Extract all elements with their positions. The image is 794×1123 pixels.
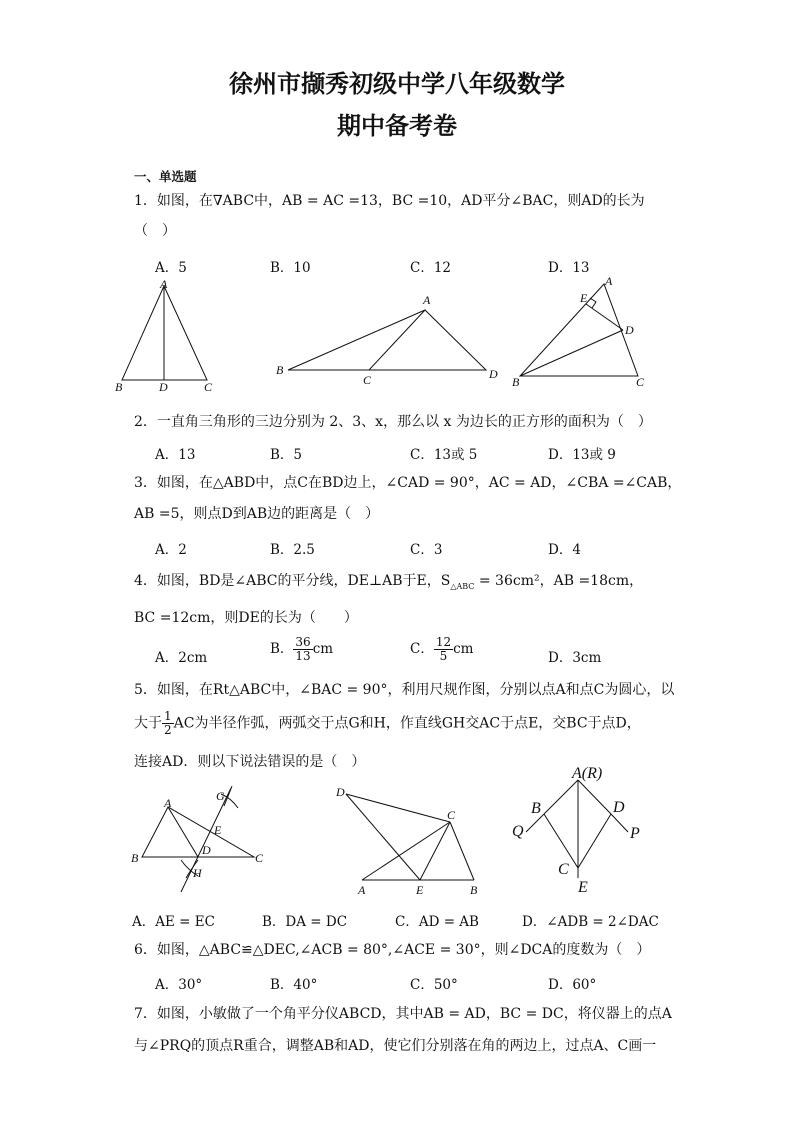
segment-cb bbox=[450, 822, 474, 880]
q2-option-b: B．5 bbox=[270, 447, 303, 463]
q3-option-c: C．3 bbox=[410, 542, 443, 558]
label-c: C bbox=[204, 380, 213, 394]
q4-option-a: A．2cm bbox=[155, 650, 208, 666]
label-e: E bbox=[580, 291, 588, 305]
q2-option-c: C．13或 5 bbox=[410, 447, 478, 463]
q4-text-2: BC =12cm，则DE的长为（ ） bbox=[134, 610, 358, 626]
q4-text: 4．如图，BD是∠ABC的平分线，DE⊥AB于E，$S_{\triangle ABC} = 36cm^2$，AB =18cm， bbox=[134, 573, 644, 591]
label-e: E bbox=[416, 883, 424, 897]
q1-figure-right-angle bbox=[510, 274, 660, 394]
q5-figure-bisector-instrument bbox=[506, 756, 666, 900]
label-p: P bbox=[630, 825, 640, 842]
q5-option-c: C．AD = AB bbox=[395, 914, 479, 930]
section-heading: 一、单选题 bbox=[134, 169, 197, 184]
right-angle-mark bbox=[590, 298, 596, 308]
label-b: B bbox=[531, 800, 541, 817]
q2-option-d: D．13或 9 bbox=[548, 447, 616, 463]
segment-de bbox=[586, 304, 623, 330]
label-c: C bbox=[636, 375, 645, 389]
label-g: G bbox=[216, 789, 225, 803]
segment-dc bbox=[578, 814, 611, 868]
q5-option-b: B．DA = DC bbox=[262, 914, 348, 930]
segment-dc bbox=[346, 794, 450, 822]
q2-text: 2．一直角三角形的三边分别为 2、3、x，那么以 x 为边长的正方形的面积为（ ） bbox=[134, 414, 652, 430]
q5-figure-construction bbox=[128, 782, 278, 902]
label-d: D bbox=[489, 367, 498, 381]
q1-paren: （ ） bbox=[134, 223, 176, 239]
label-d: D bbox=[336, 785, 345, 799]
q5-option-d: D．∠ADB = 2∠DAC bbox=[522, 914, 659, 930]
label-a: A bbox=[423, 293, 431, 307]
label-b: B bbox=[115, 380, 123, 394]
q4-option-b: B． $\frac{36}{13}$ cm bbox=[270, 635, 334, 663]
q2-option-a: A．13 bbox=[155, 447, 196, 463]
label-c: C bbox=[363, 373, 372, 387]
label-a: A bbox=[358, 883, 366, 897]
q7-text: 7．如图，小敏做了一个角平分仪ABCD，其中AB = AD，BC = DC，将仪器上的点A bbox=[134, 1006, 672, 1022]
q1-option-d: D．13 bbox=[548, 260, 590, 276]
label-d: D bbox=[159, 380, 168, 394]
label-e: E bbox=[214, 823, 222, 837]
label-b: B bbox=[512, 375, 520, 389]
label-q: Q bbox=[512, 823, 524, 840]
segment-ec bbox=[420, 822, 450, 880]
q3-text-2: AB =5，则点D到AB边的距离是（ ） bbox=[134, 506, 380, 522]
segment-bd bbox=[520, 330, 623, 376]
q6-option-b: B．40° bbox=[270, 977, 318, 993]
label-e: E bbox=[578, 879, 588, 896]
label-a: A bbox=[605, 274, 613, 288]
segment-de bbox=[346, 794, 420, 880]
q5-figure-quadrilateral bbox=[334, 784, 494, 900]
label-a: A bbox=[164, 796, 172, 810]
label-b: B bbox=[131, 851, 139, 865]
q1-option-a: A．5 bbox=[155, 260, 187, 276]
q3-option-a: A．2 bbox=[155, 542, 187, 558]
label-a: A bbox=[160, 277, 168, 291]
exam-title-line2: 期中备考卷 bbox=[337, 112, 457, 140]
label-a-r: A(R) bbox=[572, 765, 603, 782]
q7-text-2: 与∠PRQ的顶点R重合，调整AB和AD，使它们分别落在角的两边上，过点A、C画一 bbox=[134, 1038, 657, 1054]
q5-text-3: 连接AD．则以下说法错误的是（ ） bbox=[134, 754, 366, 770]
label-c: C bbox=[255, 851, 264, 865]
segment-ad bbox=[578, 780, 611, 814]
q6-text: 6．如图，△ABC≌△DEC,∠ACB = 80°,∠ACE = 30°，则∠DCA的度数为（ ） bbox=[134, 942, 651, 958]
segment-ac bbox=[362, 822, 450, 880]
q1-figure-obtuse bbox=[272, 290, 512, 390]
q5-text: 5．如图，在Rt△ABC中，∠BAC = 90°，利用尺规作图，分别以点A和点C为圆心，以 bbox=[134, 682, 675, 698]
segment-ad bbox=[168, 807, 198, 857]
label-b: B bbox=[276, 363, 284, 377]
line-gh bbox=[181, 788, 231, 892]
segment-ac bbox=[369, 310, 425, 370]
label-d: D bbox=[202, 843, 211, 857]
q6-option-c: C．50° bbox=[410, 977, 458, 993]
q5-option-a: A．AE = EC bbox=[132, 914, 215, 930]
label-c: C bbox=[447, 808, 456, 822]
q6-option-a: A．30° bbox=[155, 977, 203, 993]
q3-text: 3．如图，在△ABD中，点C在BD边上，∠CAD = 90°，AC = AD，∠CBA =∠CAB， bbox=[134, 475, 682, 491]
label-d: D bbox=[625, 323, 634, 337]
triangle-abd bbox=[288, 310, 486, 370]
label-d: D bbox=[613, 799, 625, 816]
q4-option-d: D．3cm bbox=[548, 650, 602, 666]
q1-figure-isosceles bbox=[112, 276, 222, 396]
q5-text-2: 大于 $\frac{1}{2}$ AC为半径作弧，两弧交于点G和H，作直线GH交AC于点E，交BC于点D， bbox=[134, 709, 641, 737]
label-h: H bbox=[193, 866, 202, 880]
exam-title-line1: 徐州市撷秀初级中学八年级数学 bbox=[229, 70, 565, 98]
triangle-abc bbox=[520, 284, 638, 376]
q3-option-b: B．2.5 bbox=[270, 542, 315, 558]
q4-option-c: C． $\frac{12}{5}$ cm bbox=[410, 635, 474, 663]
label-c: C bbox=[558, 861, 569, 878]
q1-option-b: B．10 bbox=[270, 260, 311, 276]
segment-bc bbox=[544, 814, 578, 868]
ray-p bbox=[611, 814, 628, 832]
label-b: B bbox=[470, 883, 478, 897]
q1-option-c: C．12 bbox=[410, 260, 452, 276]
segment-ab bbox=[544, 780, 578, 814]
triangle-abc bbox=[142, 807, 254, 857]
q6-option-d: D．60° bbox=[548, 977, 597, 993]
q1-text: 1．如图，在∇ABC中，AB = AC =13，BC =10，AD平分∠BAC，则AD的长为 bbox=[134, 193, 645, 209]
q3-option-d: D．4 bbox=[548, 542, 581, 558]
